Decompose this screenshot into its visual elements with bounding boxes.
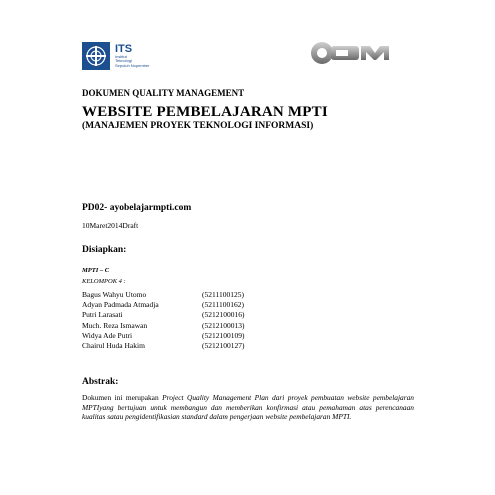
its-logo-name: ITS	[115, 42, 133, 55]
member-row	[82, 290, 302, 300]
pm-logo-icon	[306, 33, 396, 73]
its-logo-subtitle-2: Teknologi	[115, 58, 132, 64]
member-name: Much. Reza Ismawan	[82, 320, 148, 330]
member-id: (5212100013)	[202, 320, 245, 330]
member-row	[82, 310, 302, 320]
member-row	[82, 300, 302, 310]
member-row	[82, 321, 302, 331]
its-logo-subtitle-1: Institut	[115, 53, 127, 59]
member-name: Bagus Wahyu Utomo	[82, 290, 147, 299]
its-logo	[82, 42, 174, 70]
group-label: KELOMPOK 4 :	[82, 278, 126, 285]
member-name: Widya Ade Putri	[82, 330, 133, 340]
member-id: (5211100125)	[202, 290, 244, 299]
abstract-text-intro: Dokumen ini merupakan	[82, 393, 163, 402]
abstract-text-main: Project Quality Management Plan dari proyek pembuatan website pembelajaran MPTIyang bertujuan untuk membangun dan memberikan konfirmasi atau pemahaman atas perencanaan kualitas satau pengidentifikasian standard dalam pengerjaan website pembelajaran MPTI.	[82, 393, 414, 422]
member-id: (5212100109)	[202, 330, 245, 340]
member-row	[82, 331, 302, 341]
member-id: (5212100127)	[202, 341, 245, 351]
document-code: PD02- ayobelajarmpti.com	[82, 203, 192, 213]
document-title: WEBSITE PEMBELAJARAN MPTI	[82, 104, 328, 120]
its-emblem-icon	[82, 42, 110, 70]
prepared-heading: Disiapkan:	[82, 245, 127, 255]
abstract-heading: Abstrak:	[82, 377, 119, 387]
member-id: (5212100016)	[202, 310, 245, 320]
team-label: MPTI – C	[82, 267, 110, 274]
member-name: Chairul Huda Hakim	[82, 341, 145, 351]
member-name: Adyan Padmada Atmadja	[82, 300, 159, 310]
abstract-body	[82, 393, 414, 422]
member-name: Putri Larasati	[82, 310, 123, 320]
member-list	[82, 290, 302, 351]
its-logo-subtitle-3: Sepuluh Nopember	[115, 62, 150, 68]
member-id: (5211100162)	[202, 300, 244, 310]
member-row	[82, 341, 302, 351]
document-subtitle: (MANAJEMEN PROYEK TEKNOLOGI INFORMASI)	[82, 121, 314, 131]
pm-logo	[306, 33, 396, 73]
document-type: DOKUMEN QUALITY MANAGEMENT	[82, 88, 245, 98]
document-date: 10Maret2014Draft	[82, 221, 139, 230]
